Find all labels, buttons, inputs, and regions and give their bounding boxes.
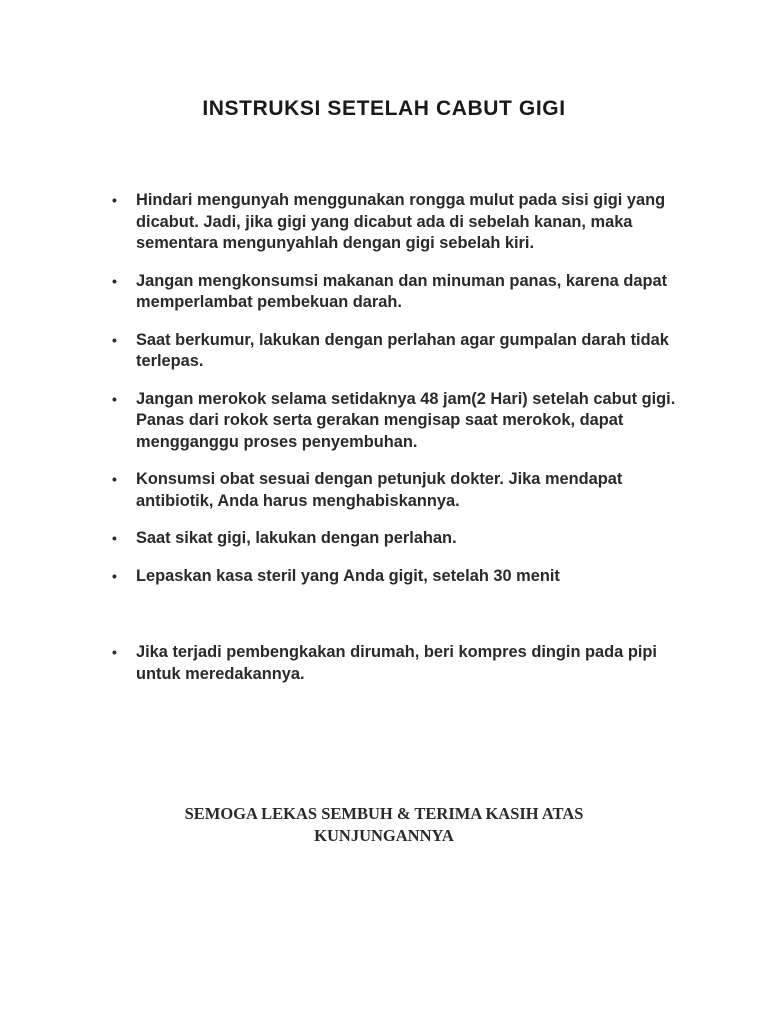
closing-message xyxy=(0,803,768,847)
list-item xyxy=(112,330,682,373)
list-item xyxy=(112,528,682,550)
list-item xyxy=(112,389,682,454)
bullet-icon: • xyxy=(112,192,117,208)
bullet-icon: • xyxy=(112,644,117,660)
bullet-icon: • xyxy=(112,530,117,546)
list-item xyxy=(112,190,682,255)
bullet-icon: • xyxy=(112,567,117,584)
bullet-icon: • xyxy=(112,390,117,407)
instruction-text: Hindari mengunyah menggunakan rongga mulut pada sisi gigi yang dicabut. Jadi, jika gigi yang dicabut ada di sebelah kanan, maka sementara mengunyahlah dengan gigi sebelah kiri. xyxy=(136,191,666,252)
list-item xyxy=(112,271,682,314)
page-title: INSTRUKSI SETELAH CABUT GIGI xyxy=(202,97,566,120)
list-item xyxy=(112,566,682,588)
instruction-text: Jangan merokok selama setidaknya 48 jam(2 Hari) setelah cabut gigi. Panas dari rokok serta gerakan mengisap saat merokok, dapat mengganggu proses penyembuhan. xyxy=(136,389,676,451)
list-item xyxy=(112,642,682,685)
instruction-text: Jangan mengkonsumsi makanan dan minuman panas, karena dapat memperlambat pembekuan darah. xyxy=(136,271,668,311)
closing-line-2: KUNJUNGANNYA xyxy=(314,826,454,845)
bullet-icon: • xyxy=(112,471,117,487)
instruction-text: Jika terjadi pembengkakan dirumah, beri kompres dingin pada pipi untuk meredakannya. xyxy=(136,643,657,683)
closing-line-1: SEMOGA LEKAS SEMBUH & TERIMA KASIH ATAS xyxy=(184,804,584,823)
bullet-icon: • xyxy=(112,331,117,348)
bullet-icon: • xyxy=(112,272,117,289)
instruction-text: Saat sikat gigi, lakukan dengan perlahan. xyxy=(136,529,457,547)
list-item xyxy=(112,469,682,512)
instruction-list xyxy=(112,190,682,701)
instruction-text: Lepaskan kasa steril yang Anda gigit, setelah 30 menit xyxy=(136,566,560,585)
instruction-text: Konsumsi obat sesuai dengan petunjuk dokter. Jika mendapat antibiotik, Anda harus menghabiskannya. xyxy=(136,470,623,510)
instruction-text: Saat berkumur, lakukan dengan perlahan agar gumpalan darah tidak terlepas. xyxy=(136,330,669,370)
